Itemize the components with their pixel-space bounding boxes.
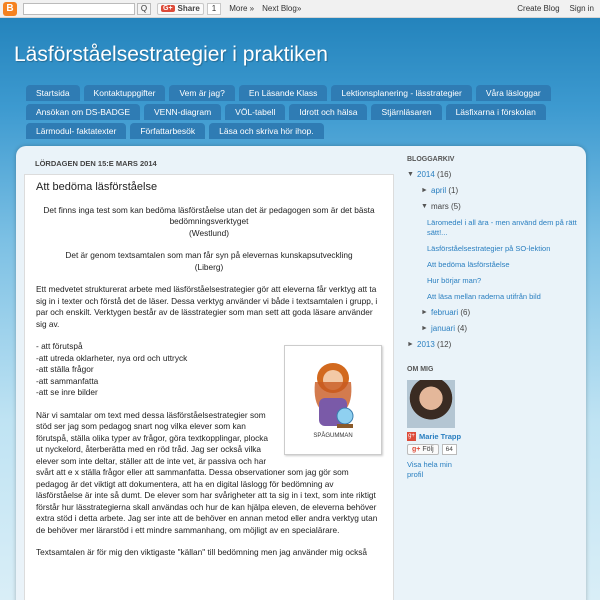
post-paragraph-1: Ett medvetet strukturerat arbete med läsförståelsestrategier gör att eleverna får verktyg att ta sig in i texter och förstå det de läser. Dessa verktyg använder vi både i textsamtalen i grupp, i par och enskilt. Verktygen består av de lässtrategier som man sett att goda läsare använder sig av. <box>36 284 378 329</box>
list-item: -att se inre bilder <box>36 387 98 397</box>
sidebar <box>407 156 587 480</box>
archive-month-link[interactable]: april <box>431 186 447 195</box>
archive-month-link[interactable]: februari <box>431 308 459 317</box>
triangle-right-icon[interactable]: ► <box>421 325 428 332</box>
quote-2: Det är genom textsamtalen som man får syn på elevernas kunskapsutveckling <box>65 250 353 260</box>
tab-larmodul-faktatexter[interactable]: Lärmodul- faktatexter <box>26 123 126 139</box>
tab-vol-tabell[interactable]: VÖL-tabell <box>225 104 285 120</box>
post-title[interactable]: Att bedöma läsförståelse <box>36 181 158 193</box>
post-date: LÖRDAGEN DEN 15:E MARS 2014 <box>35 159 157 168</box>
create-blog-link[interactable]: Create Blog <box>517 4 560 13</box>
archive-count: (12) <box>437 340 452 349</box>
archive-month-februari[interactable] <box>407 308 587 318</box>
share-button[interactable] <box>157 3 204 15</box>
list-item: -att utreda oklarheter, nya ord och uttryck <box>36 352 188 363</box>
profile-photo[interactable] <box>407 380 455 428</box>
about-heading: OM MIG <box>407 366 434 373</box>
quote-1-author: (Westlund) <box>189 227 229 238</box>
archive-month-januari[interactable] <box>407 324 587 334</box>
tab-vem-ar-jag[interactable]: Vem är jag? <box>169 85 234 101</box>
blog-archive <box>407 170 587 350</box>
tab-lasfixarna[interactable]: Läsfixarna i förskolan <box>446 104 546 120</box>
tab-ansokan-ds-badge[interactable]: Ansökan om DS-BADGE <box>26 104 140 120</box>
archive-count: (1) <box>448 186 459 195</box>
google-plus-icon: G+ <box>163 5 173 12</box>
archive-count: (4) <box>457 324 468 333</box>
blog-title[interactable]: Läsförståelsestrategier i praktiken <box>14 43 328 66</box>
triangle-right-icon[interactable]: ► <box>421 309 428 316</box>
profile-name-row[interactable] <box>407 432 587 441</box>
archive-year-link[interactable]: 2013 <box>417 340 435 349</box>
archive-post-link[interactable]: Att bedöma läsförståelse <box>427 260 510 269</box>
archive-post-link[interactable]: Läromedel i all ära - men använd dem på rätt sätt!... <box>427 218 577 237</box>
full-profile-link[interactable]: Visa hela min profil <box>407 460 452 479</box>
follow-row <box>407 444 587 455</box>
archive-year-link[interactable]: 2014 <box>417 170 435 179</box>
quote-1: Det finns inga test som kan bedöma läsförståelse utan det är pedagogen som är det bästa bedömningsverktyget <box>43 204 375 226</box>
google-plus-icon: g+ <box>412 446 421 453</box>
search-icon[interactable]: Q <box>137 3 151 15</box>
list-item: -att ställa frågor <box>36 364 94 374</box>
archive-month-mars[interactable] <box>407 202 587 212</box>
tab-lektionsplanering[interactable]: Lektionsplanering - lässtrategier <box>331 85 471 101</box>
blog-post <box>24 174 394 600</box>
tab-row-3 <box>26 123 586 139</box>
tab-vara-lasloggar[interactable]: Våra läsloggar <box>476 85 551 101</box>
post-paragraph-2: När vi samtalar om text med dessa läsförståelsestrategier som stöd ser jag som pedagog snart nog vilka elever som kan förutspå, ställa olika typer av frågor, göra textkopplingar, plocka ut nyckelord, återberätta med en röd tråd. Jag ser också vilka elever som inte deltar, ställer att de inte vet, är passiva och har svårt att e x ställa frågor eller att sammanfatta. Dessa observationer som jag gör som pedagog är det viktigt att dokumentera, att ha en digital läslogg för bedömning av läsförståelse är inte så dumt. De elever som har svårigheter att ta sig in i text, som inte riktigt förstår hur lässtrategierna skall användas och hur de kan hjälpa eleven, de eleverna behöver extra stöd i detta arbete. Jag ser inte att de behöver en annan metod eller andra verktyg utan de behöver mer lärarstöd i ett mindre sammanhang, om möjligt av en specialärare. <box>36 409 378 535</box>
tab-row-1 <box>26 85 586 101</box>
blogger-navbar <box>0 0 600 18</box>
tab-venn-diagram[interactable]: VENN-diagram <box>144 104 221 120</box>
share-count: 1 <box>207 3 221 15</box>
search-input[interactable] <box>23 3 135 15</box>
archive-year-2014[interactable] <box>407 170 587 180</box>
archive-month-april[interactable] <box>407 186 587 196</box>
tab-en-lasande-klass[interactable]: En Läsande Klass <box>239 85 328 101</box>
quote-2-author: (Liberg) <box>194 261 224 272</box>
image-caption: SPÅGUMMAN <box>313 432 353 439</box>
list-item: - att förutspå <box>36 341 83 351</box>
post-paragraph-3: Textsamtalen är för mig den viktigaste "källan" till bedömning men jag använder mig också <box>36 547 368 557</box>
tab-stjarnlasaren[interactable]: Stjärnläsaren <box>371 104 441 120</box>
tab-kontaktuppgifter[interactable]: Kontaktuppgifter <box>84 85 166 101</box>
page-tabs <box>26 85 586 142</box>
google-plus-icon: g+ <box>408 433 415 439</box>
tab-forfattarbesok[interactable]: Författarbesök <box>130 123 205 139</box>
archive-count: (6) <box>460 308 471 317</box>
archive-month-label[interactable]: mars <box>431 202 449 211</box>
follower-count: 64 <box>442 444 457 455</box>
follow-label: Följ <box>422 446 434 453</box>
tab-row-2 <box>26 104 586 120</box>
archive-count: (16) <box>437 170 452 179</box>
next-blog-link[interactable]: Next Blog» <box>262 4 302 13</box>
more-link[interactable]: More » <box>229 4 255 13</box>
archive-heading: BLOGGARKIV <box>407 156 455 163</box>
archive-post-link[interactable]: Läsförståelsestrategier på SO-lektion <box>427 244 551 253</box>
profile-name[interactable]: Marie Trapp <box>419 432 462 441</box>
tab-startsida[interactable]: Startsida <box>26 85 80 101</box>
triangle-down-icon[interactable]: ▼ <box>421 203 428 210</box>
archive-count: (5) <box>451 202 461 211</box>
tab-idrott-och-halsa[interactable]: Idrott och hälsa <box>289 104 367 120</box>
archive-year-2013[interactable] <box>407 340 587 350</box>
triangle-down-icon[interactable]: ▼ <box>407 171 414 178</box>
archive-month-link[interactable]: januari <box>431 324 456 333</box>
archive-post-link[interactable]: Att läsa mellan raderna utifrån bild <box>427 292 541 301</box>
spagumman-image[interactable] <box>284 345 382 455</box>
archive-post-link[interactable]: Hur börjar man? <box>427 276 482 285</box>
triangle-right-icon[interactable]: ► <box>407 341 414 348</box>
tab-lasa-och-skriva[interactable]: Läsa och skriva hör ihop. <box>209 123 324 139</box>
triangle-right-icon[interactable]: ► <box>421 187 428 194</box>
share-label: Share <box>177 4 200 13</box>
sign-in-link[interactable]: Sign in <box>569 4 594 13</box>
follow-button[interactable] <box>407 444 439 455</box>
list-item: -att sammanfatta <box>36 375 99 386</box>
blogger-logo-icon[interactable]: B <box>3 2 17 16</box>
